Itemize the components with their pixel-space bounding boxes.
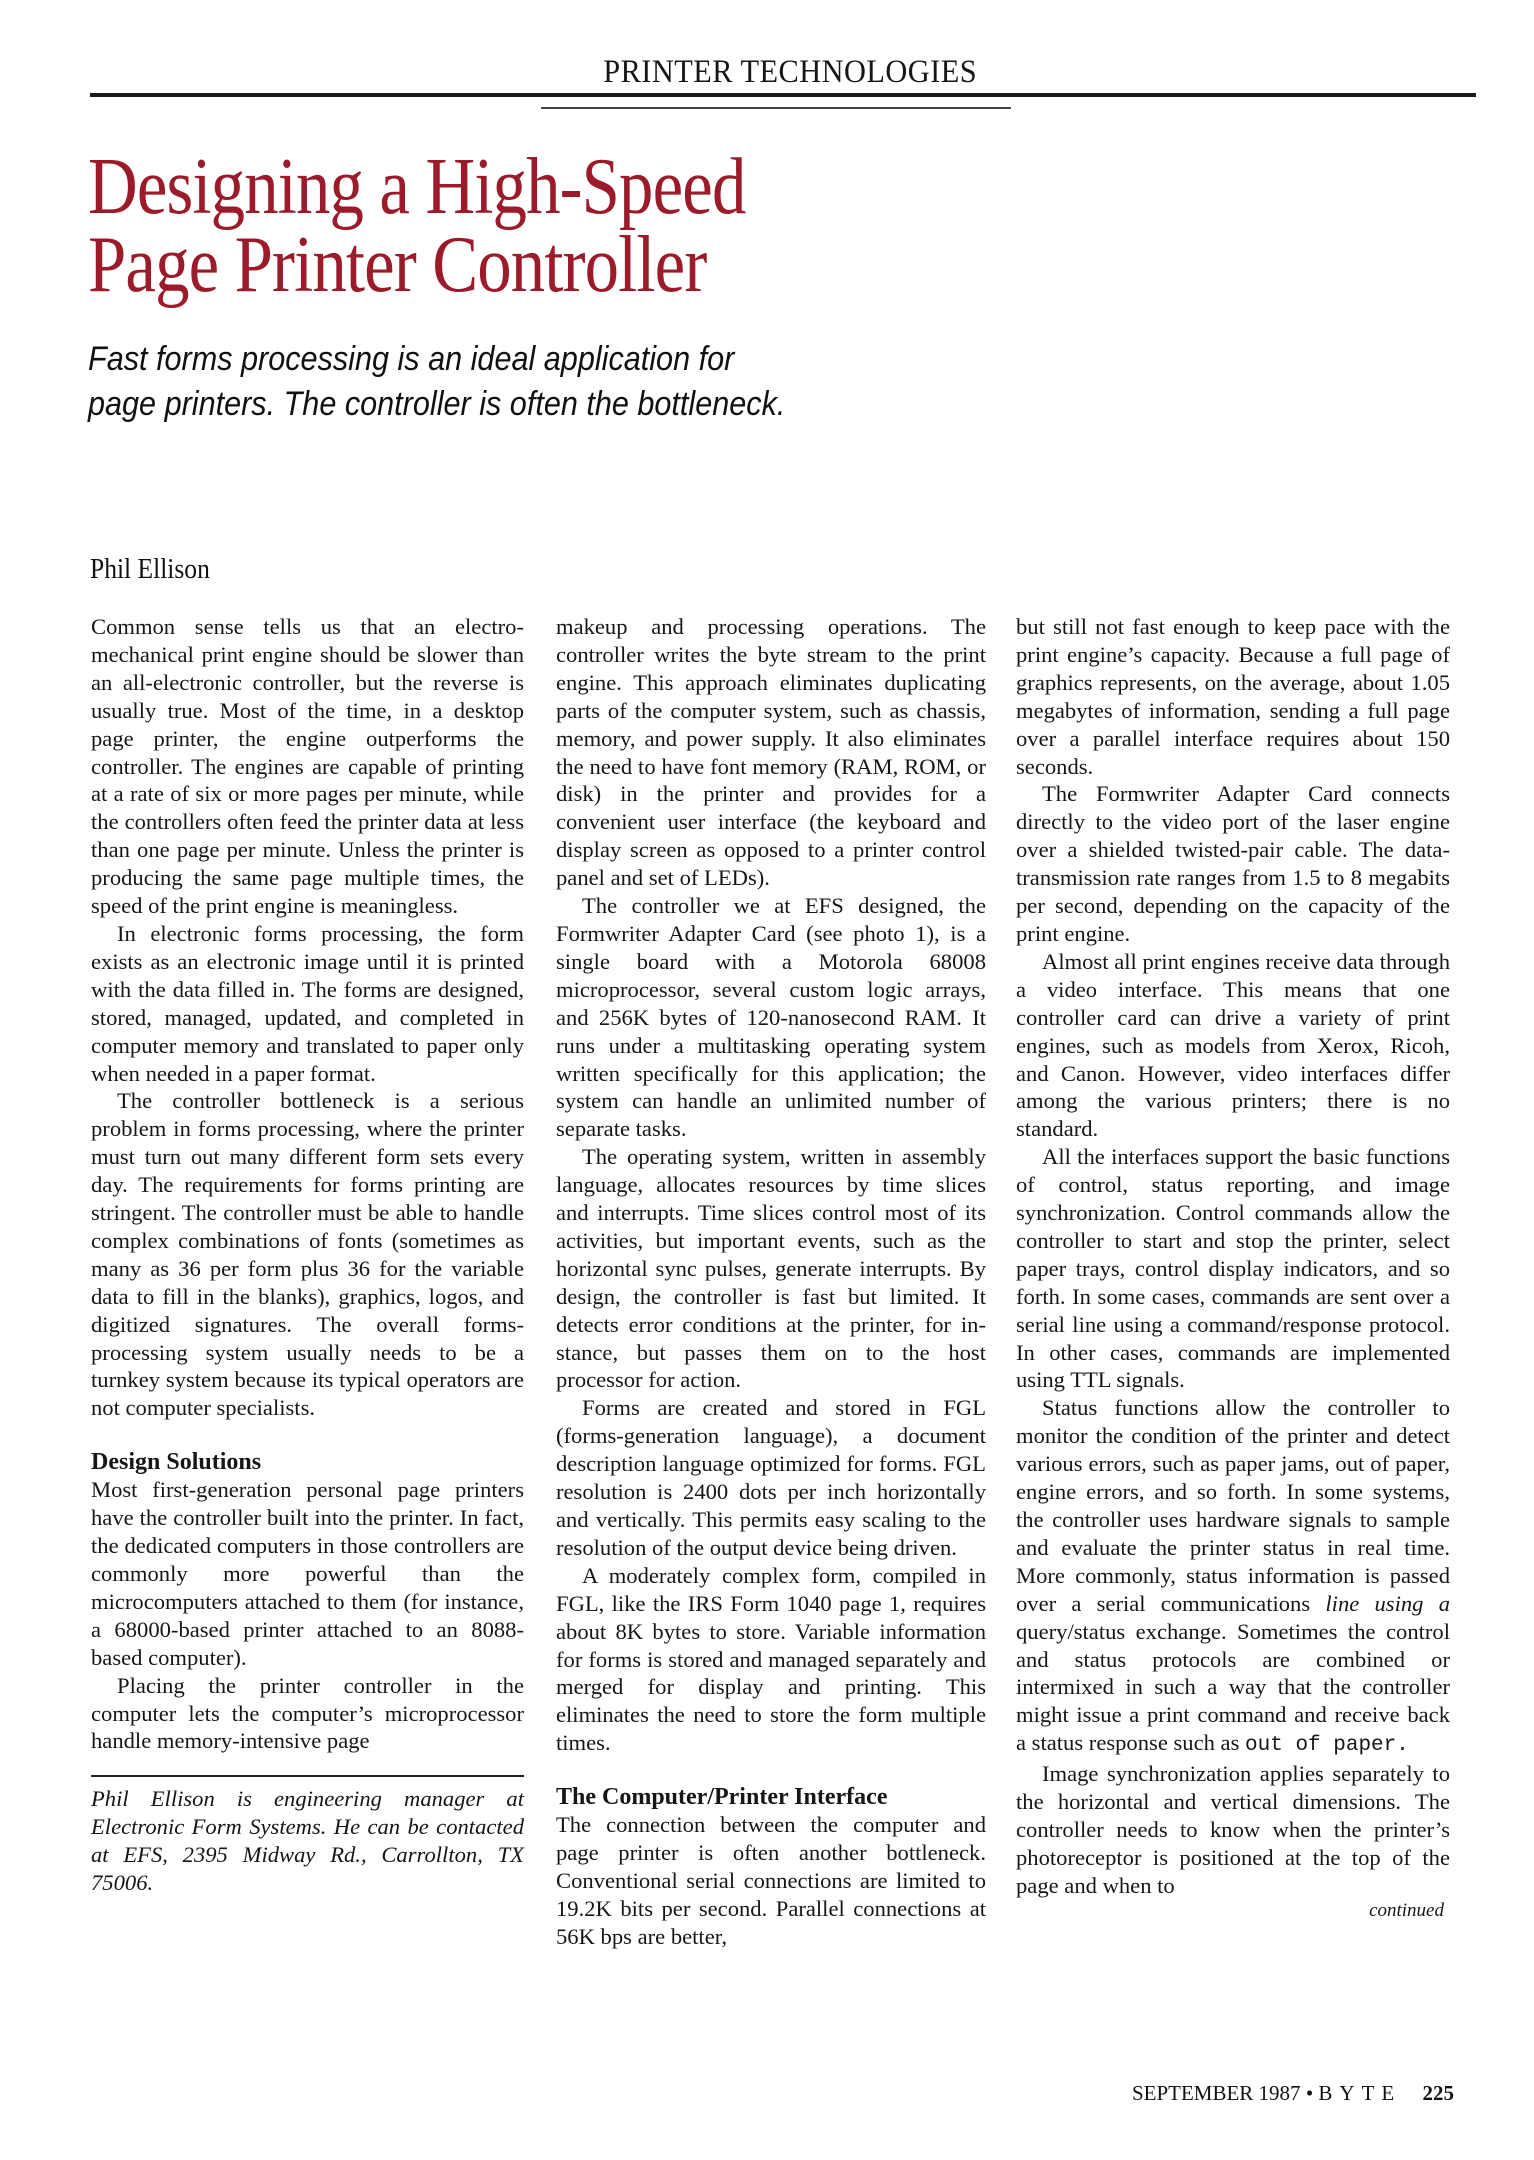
deck-line: Fast forms processing is an ideal application for: [88, 340, 735, 378]
subhead-computer-printer-interface: The Computer/Printer Interface: [556, 1784, 888, 1811]
page-footer: [1132, 2081, 1454, 2106]
continued-label: continued: [1369, 1899, 1444, 1921]
header-rule: [90, 93, 1476, 97]
paragraph: but still not fast enough to keep pace with the print engine’s capacity. Because a full page of graphics represents, on the average, about 1.05 megabytes of information, sending a full page over a parallel interface requires about 150 seconds.: [1016, 614, 1450, 779]
article-deck: [88, 337, 863, 427]
paragraph: Placing the printer controller in the computer lets the computer’s microprocessor handle memory-intensive page: [91, 1672, 524, 1754]
paragraph: All the interfaces support the basic functions of control, status reporting, and image synchronization. Control commands allow the controller to start and stop the printer, select paper trays, control display indicators, and so forth. In some cases, commands are sent over a serial line using a command/response protocol. In other cases, commands are implemented using TTL signals.: [1016, 1144, 1450, 1393]
header-underline: [541, 107, 1011, 109]
paragraph-status-functions: Status functions allow the controller to monitor the condition of the printer and detect various errors, such as paper jams, out of paper, engine errors, and so forth. In some systems, the controller uses hardware signals to sample and evaluate the printer status in real time. More commonly, status information is passed over a serial communications line using a query/status exchange. Sometimes the control and status protocols are combined or intermixed in such a way that the controller might issue a print command and receive back a status response such as out of paper.: [1016, 1395, 1450, 1758]
author-bio: Phil Ellison is engineering manager at Electronic Form Systems. He can be contacted at EFS, 2395 Midway Rd., Carrollton, TX 75006.: [91, 1786, 524, 1896]
subhead-design-solutions: Design Solutions: [91, 1449, 262, 1476]
italic-phrase: line using a: [1325, 1590, 1450, 1616]
paragraph: Almost all print engines receive data through a video interface. This means that one controller card can drive a variety of print engines, such as models from Xerox, Ricoh, and Canon. However, video interfaces differ among the various printers; there is no standard.: [1016, 948, 1450, 1142]
magazine-name: BYTE: [1318, 2081, 1402, 2105]
paragraph: The operating system, written in assembly language, allocates resources by time slices and interrupts. Time slices control most of its activities, but important events, such as the horizontal sync pulses, generate interrupts. By design, the controller is fast but limited. It detects error conditions at the printer, for instance, but passes them on to the host processor for action.: [556, 1144, 986, 1393]
paragraph: Image synchronization applies separately to the horizontal and vertical dimensions. The controller needs to know when the printer’s photoreceptor is positioned at the top of the page and when to: [1016, 1761, 1450, 1898]
paragraph: In electronic forms processing, the form exists as an electronic image until it is printed with the data filled in. The forms are designed, stored, managed, updated, and completed in computer memory and translated to paper only when needed in a paper format.: [91, 920, 524, 1086]
bio-divider: [91, 1775, 524, 1777]
page-number: 225: [1422, 2081, 1454, 2105]
paragraph: The controller we at EFS designed, the Formwriter Adapter Card (see photo 1), is a single board with a Motorola 68008 microprocessor, several custom logic arrays, and 256K bytes of 120-nanosecond RAM. It runs under a multitasking operating system written specifically for this application; the system can handle an unlimited number of separate tasks.: [556, 893, 986, 1142]
paragraph: Common sense tells us that an electromechanical print engine should be slower than an all-electronic controller, but the reverse is usually true. Most of the time, in a desktop page printer, the engine outperforms the controller. The engines are capable of printing at a rate of six or more pages per minute, while the controllers often feed the printer data at less than one page per minute. Unless the printer is producing the same page multiple times, the speed of the print engine is meaningless.: [91, 614, 524, 919]
column-3: [1016, 613, 1450, 1922]
article-title: [88, 143, 853, 309]
paragraph: Forms are created and stored in FGL (forms-generation language), a document description language optimized for forms. FGL resolution is 2400 dots per inch horizontally and vertically. This permits easy scaling to the resolution of the output device being driven.: [556, 1395, 986, 1560]
paragraph: makeup and processing operations. The controller writes the byte stream to the print engine. This approach eliminates duplicating parts of the computer system, such as chassis, memory, and power supply. It also eliminates the need to have font memory (RAM, ROM, or disk) in the printer and provides for a convenient user interface (the keyboard and display screen as opposed to a printer control panel and set of LEDs).: [556, 614, 986, 891]
byline: Phil Ellison: [90, 553, 210, 585]
footer-bullet: •: [1305, 2081, 1314, 2105]
status-message-literal: out of paper.: [1245, 1734, 1409, 1758]
column-2: [556, 613, 986, 1951]
title-line: Designing a High-Speed: [88, 143, 746, 231]
section-header: PRINTER TECHNOLOGIES: [603, 54, 977, 90]
paragraph: The connection between the computer and page printer is often another bottleneck. Conventional serial connections are limited to 19.2K bits per second. Parallel connections at 56K bps are better,: [556, 1812, 986, 1949]
paragraph: A moderately complex form, compiled in FGL, like the IRS Form 1040 page 1, requires about 8K bytes to store. Variable information for forms is stored and managed separately and merged for display and printing. This eliminates the need to store the form multiple times.: [556, 1562, 986, 1756]
paragraph: The Formwriter Adapter Card connects directly to the video port of the laser engine over a shielded twisted-pair cable. The data-transmission rate ranges from 1.5 to 8 megabits per second, depending on the capacity of the print engine.: [1016, 781, 1450, 946]
paragraph: The controller bottleneck is a serious problem in forms processing, where the printer must turn out many different form sets every day. The requirements for forms printing are stringent. The controller must be able to handle complex combinations of fonts (sometimes as many as 36 per form plus 36 for the variable data to fill in the blanks), graphics, logos, and digitized signatures. The overall forms-processing system usually needs to be a turnkey system because its typical operators are not computer specialists.: [91, 1088, 524, 1421]
title-line: Page Printer Controller: [88, 221, 707, 309]
issue-date: SEPTEMBER 1987: [1131, 2081, 1301, 2105]
column-1: [91, 613, 524, 1897]
paragraph: Most first-generation personal page printers have the controller built into the printer. In fact, the dedicated computers in those controllers are commonly more powerful than the microcomputers attached to them (for instance, a 68000-based printer attached to an 8088-based computer).: [91, 1477, 524, 1670]
deck-line: page printers. The controller is often the bottleneck.: [88, 385, 786, 423]
